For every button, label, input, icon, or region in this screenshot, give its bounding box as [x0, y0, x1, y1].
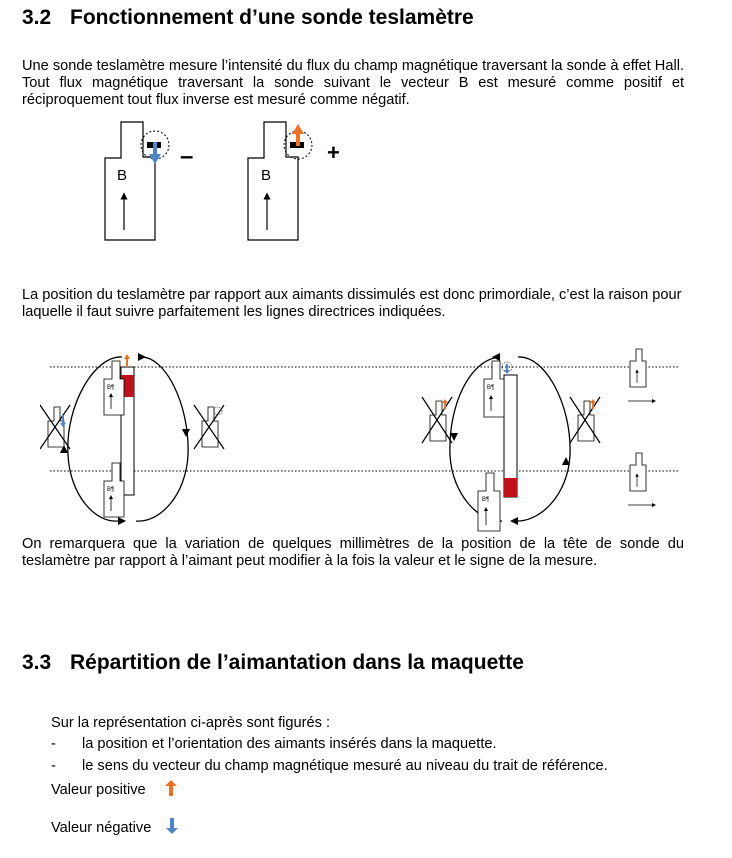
list-item [51, 736, 497, 753]
probe-crossed [422, 397, 452, 443]
paragraph-remark: On remarquera que la variation de quelques millimètres de la position de la tête de sonde du teslamètre par rapport à l’aimant peut modifier à la fois la valeur et le signe de la mesure. [22, 536, 684, 569]
figure-probe-orientation [95, 112, 365, 246]
magnet-pole-red [504, 478, 517, 497]
probe-label: B [117, 167, 128, 184]
probe-crossed [40, 405, 70, 449]
probe-crossed [194, 405, 224, 449]
probe-crossed [570, 397, 600, 443]
probe-side [628, 453, 654, 505]
figure-field-lines [40, 345, 690, 535]
probe-left [105, 122, 169, 240]
magnet-group-left [40, 353, 224, 525]
down-arrow-blue-icon [165, 818, 179, 834]
svg-text:B¶: B¶ [107, 385, 115, 391]
legend-negative-label: Valeur négative [51, 820, 152, 836]
list-item [51, 758, 608, 775]
sign-negative: – [180, 143, 194, 170]
svg-text:B¶: B¶ [487, 385, 495, 391]
legend-positive [51, 780, 178, 799]
section-3-3-heading [22, 651, 524, 675]
probe-side [628, 349, 654, 401]
list-item-text: la position et l’orientation des aimants insérés dans la maquette. [82, 736, 497, 752]
legend-positive-label: Valeur positive [51, 782, 146, 798]
section-number: 3.2 [22, 6, 52, 29]
probe-label: B [261, 167, 272, 184]
paragraph-position: La position du teslamètre par rapport aux aimants dissimulés est donc primordiale, c’est la raison pour laquelle il faut suivre parfaitement les lignes directrices indiquées. [22, 287, 682, 320]
svg-text:B¶: B¶ [482, 497, 490, 503]
probe-small [478, 473, 500, 531]
paragraph-probe-intro: Une sonde teslamètre mesure l’intensité du flux du champ magnétique traversant la sonde à effet Hall. Tout flux magnétique traversant la sonde suivant le vecteur B est mesuré comme positif et réciproquement tout flux inverse est mesuré comme négatif. [22, 58, 684, 108]
sign-positive: + [327, 140, 340, 165]
list-bullet: - [51, 758, 56, 774]
list-intro: Sur la représentation ci-après sont figurés : [51, 715, 331, 731]
list-item-text: le sens du vecteur du champ magnétique mesuré au niveau du trait de référence. [82, 758, 608, 774]
probe-right [248, 122, 312, 240]
section-3-2-heading [22, 6, 474, 30]
svg-text:B¶: B¶ [107, 487, 115, 493]
legend-negative [51, 818, 179, 837]
list-bullet: - [51, 736, 56, 752]
up-arrow-orange-icon [164, 780, 178, 796]
section-title: Fonctionnement d’une sonde teslamètre [70, 6, 474, 29]
section-number: 3.3 [22, 651, 52, 674]
section-title: Répartition de l’aimantation dans la maquette [70, 651, 524, 674]
magnet-group-right [422, 349, 654, 531]
